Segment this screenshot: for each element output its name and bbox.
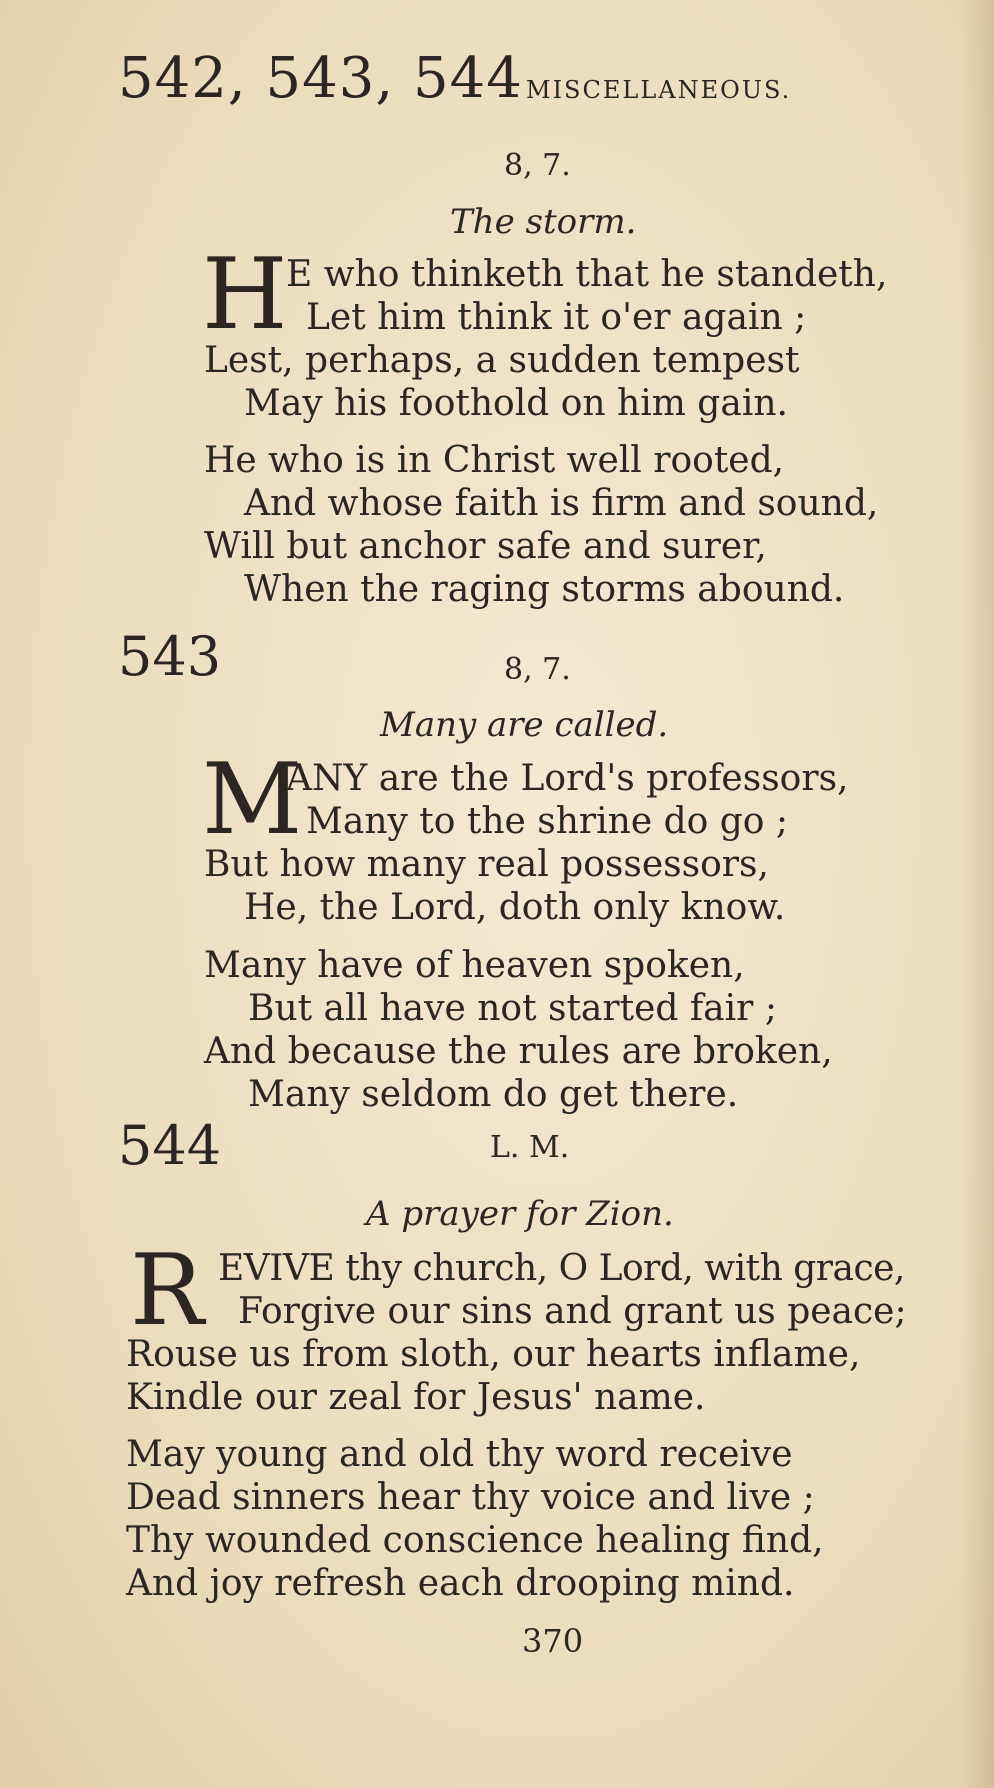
hymn-543-meter: 8, 7. bbox=[504, 652, 571, 687]
hymn-543-line: Many seldom do get there. bbox=[248, 1074, 739, 1115]
hymn-544-line: Kindle our zeal for Jesus' name. bbox=[126, 1377, 706, 1418]
hymn-542-line: He who is in Christ well rooted, bbox=[204, 440, 785, 481]
hymn-544-drop-cap: R bbox=[130, 1234, 204, 1348]
hymn-542-line: Will but anchor safe and surer, bbox=[204, 526, 767, 567]
hymn-543-title: Many are called. bbox=[380, 705, 669, 745]
hymn-544-title: A prayer for Zion. bbox=[366, 1194, 674, 1234]
hymn-542-line: Let him think it o'er again ; bbox=[306, 297, 807, 338]
page-number: 370 bbox=[522, 1622, 584, 1660]
hymn-542-title: The storm. bbox=[450, 202, 637, 242]
header-hymn-numbers: 542, 543, 544 bbox=[118, 46, 523, 111]
hymn-544-line: EVIVE thy church, O Lord, with grace, bbox=[218, 1248, 905, 1289]
header-section-label: MISCELLANEOUS. bbox=[526, 76, 792, 104]
hymn-543-line: And because the rules are broken, bbox=[204, 1031, 833, 1072]
hymn-544-line: Thy wounded conscience healing find, bbox=[126, 1520, 824, 1561]
hymn-542-line: When the raging storms abound. bbox=[244, 569, 845, 610]
hymn-542-line: E who thinketh that he standeth, bbox=[286, 254, 888, 295]
hymn-542-drop-cap: H bbox=[202, 238, 288, 352]
hymn-544-number: 544 bbox=[118, 1114, 222, 1177]
hymn-543-line: Many have of heaven spoken, bbox=[204, 945, 745, 986]
hymn-544-meter: L. M. bbox=[490, 1130, 570, 1165]
hymn-543-line: Many to the shrine do go ; bbox=[306, 801, 789, 842]
hymn-544-line: And joy refresh each drooping mind. bbox=[126, 1563, 795, 1604]
hymn-544-line: Rouse us from sloth, our hearts inflame, bbox=[126, 1334, 861, 1375]
hymn-544-line: May young and old thy word receive bbox=[126, 1434, 793, 1475]
hymn-542-line: May his foothold on him gain. bbox=[244, 383, 788, 424]
hymn-543-line: He, the Lord, doth only know. bbox=[244, 887, 786, 928]
hymn-544-line: Dead sinners hear thy voice and live ; bbox=[126, 1477, 815, 1518]
hymn-542-line: Lest, perhaps, a sudden tempest bbox=[204, 340, 800, 381]
hymn-542-line: And whose faith is firm and sound, bbox=[244, 483, 879, 524]
hymn-544-line: Forgive our sins and grant us peace; bbox=[238, 1291, 907, 1332]
hymn-543-drop-cap: M bbox=[202, 743, 303, 857]
hymn-543-line: But how many real possessors, bbox=[204, 844, 769, 885]
hymn-543-number: 543 bbox=[118, 625, 222, 688]
hymn-542-meter: 8, 7. bbox=[504, 148, 571, 183]
hymn-543-line: ANY are the Lord's professors, bbox=[286, 758, 849, 799]
hymn-543-line: But all have not started fair ; bbox=[248, 988, 777, 1029]
